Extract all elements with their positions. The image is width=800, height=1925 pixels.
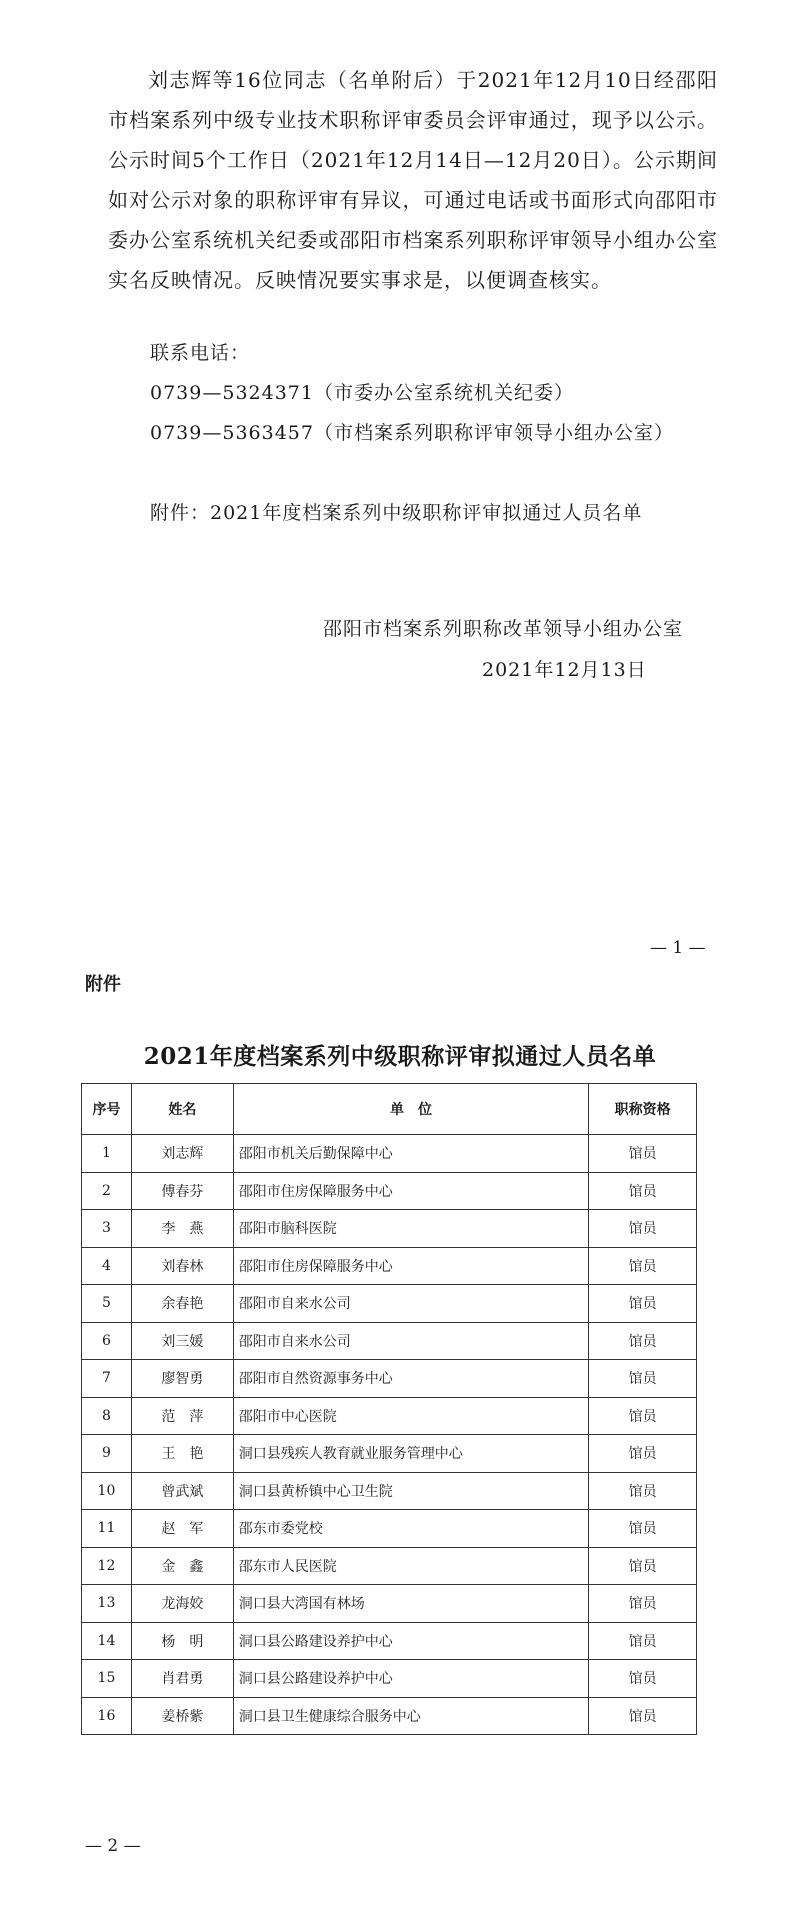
row-unit-cell: 邵阳市中心医院 [233, 1397, 588, 1435]
row-unit-cell: 邵东市人民医院 [233, 1547, 588, 1585]
header-name: 姓名 [131, 1084, 233, 1135]
table-row [82, 1472, 697, 1510]
contact-phone-2: 0739—5363457（市档案系列职称评审领导小组办公室） [150, 422, 674, 444]
row-name-cell: 杨 明 [131, 1622, 233, 1660]
issuer-name: 邵阳市档案系列职称改革领导小组办公室 [323, 618, 684, 640]
row-unit-cell: 邵阳市住房保障服务中心 [233, 1247, 588, 1285]
row-qualification-cell: 馆员 [589, 1172, 697, 1210]
row-name-cell: 廖智勇 [131, 1360, 233, 1398]
attachment-heading: 附件 [85, 974, 121, 995]
table-row [82, 1247, 697, 1285]
row-number-cell: 2 [82, 1172, 132, 1210]
table-row [82, 1360, 697, 1398]
row-number-cell: 12 [82, 1547, 132, 1585]
row-name-cell: 肖君勇 [131, 1660, 233, 1698]
table-body [82, 1135, 697, 1735]
row-unit-cell: 邵阳市自来水公司 [233, 1285, 588, 1323]
issue-date: 2021年12月13日 [482, 659, 647, 681]
row-number-cell: 11 [82, 1510, 132, 1548]
row-name-cell: 刘志辉 [131, 1135, 233, 1173]
contact-phone-1: 0739—5324371（市委办公室系统机关纪委） [150, 382, 574, 404]
row-qualification-cell: 馆员 [589, 1397, 697, 1435]
row-qualification-cell: 馆员 [589, 1360, 697, 1398]
row-unit-cell: 洞口县黄桥镇中心卫生院 [233, 1472, 588, 1510]
list-title: 2021年度档案系列中级职称评审拟通过人员名单 [143, 1043, 657, 1070]
row-qualification-cell: 馆员 [589, 1510, 697, 1548]
table-row [82, 1285, 697, 1323]
table-row [82, 1660, 697, 1698]
table-row [82, 1510, 697, 1548]
header-qualification: 职称资格 [589, 1084, 697, 1135]
contact-label: 联系电话： [150, 342, 251, 364]
row-name-cell: 范 萍 [131, 1397, 233, 1435]
table-row [82, 1435, 697, 1473]
row-name-cell: 王 艳 [131, 1435, 233, 1473]
row-number-cell: 16 [82, 1697, 132, 1735]
table-header-row [82, 1084, 697, 1135]
row-qualification-cell: 馆员 [589, 1660, 697, 1698]
table-row [82, 1697, 697, 1735]
row-qualification-cell: 馆员 [589, 1472, 697, 1510]
attachment-note: 附件：2021年度档案系列中级职称评审拟通过人员名单 [150, 502, 643, 524]
row-name-cell: 曾武斌 [131, 1472, 233, 1510]
row-name-cell: 金 鑫 [131, 1547, 233, 1585]
row-qualification-cell: 馆员 [589, 1135, 697, 1173]
row-qualification-cell: 馆员 [589, 1622, 697, 1660]
header-unit: 单 位 [233, 1084, 588, 1135]
row-name-cell: 赵 军 [131, 1510, 233, 1548]
row-qualification-cell: 馆员 [589, 1322, 697, 1360]
personnel-table [81, 1083, 697, 1735]
row-unit-cell: 洞口县公路建设养护中心 [233, 1622, 588, 1660]
announcement-paragraph: 刘志辉等16位同志（名单附后）于2021年12月10日经邵阳市档案系列中级专业技术职称评审委员会评审通过，现予以公示。公示时间5个工作日（2021年12月14日—12月20日）。公示期间如对公示对象的职称评审有异议，可通过电话或书面形式向邵阳市委办公室系统机关纪委或邵阳市档案系列职称评审领导小组办公室实名反映情况。反映情况要实事求是，以便调查核实。 [108, 68, 718, 292]
page-number-2: — 2 — [85, 1836, 141, 1856]
row-number-cell: 10 [82, 1472, 132, 1510]
table-row [82, 1172, 697, 1210]
row-name-cell: 刘三媛 [131, 1322, 233, 1360]
row-unit-cell: 洞口县卫生健康综合服务中心 [233, 1697, 588, 1735]
row-unit-cell: 洞口县大湾国有林场 [233, 1585, 588, 1623]
row-name-cell: 姜桥紫 [131, 1697, 233, 1735]
table-row [82, 1397, 697, 1435]
header-number: 序号 [82, 1084, 132, 1135]
row-number-cell: 9 [82, 1435, 132, 1473]
row-qualification-cell: 馆员 [589, 1247, 697, 1285]
row-unit-cell: 邵阳市脑科医院 [233, 1210, 588, 1248]
row-number-cell: 6 [82, 1322, 132, 1360]
row-name-cell: 刘春林 [131, 1247, 233, 1285]
row-unit-cell: 邵阳市自然资源事务中心 [233, 1360, 588, 1398]
row-name-cell: 李 燕 [131, 1210, 233, 1248]
table-row [82, 1622, 697, 1660]
row-number-cell: 3 [82, 1210, 132, 1248]
row-qualification-cell: 馆员 [589, 1285, 697, 1323]
row-unit-cell: 邵阳市自来水公司 [233, 1322, 588, 1360]
row-qualification-cell: 馆员 [589, 1697, 697, 1735]
row-number-cell: 14 [82, 1622, 132, 1660]
row-qualification-cell: 馆员 [589, 1435, 697, 1473]
row-unit-cell: 邵东市委党校 [233, 1510, 588, 1548]
table-row [82, 1585, 697, 1623]
row-qualification-cell: 馆员 [589, 1547, 697, 1585]
table-row [82, 1135, 697, 1173]
row-unit-cell: 邵阳市住房保障服务中心 [233, 1172, 588, 1210]
table-row [82, 1547, 697, 1585]
page-number-1: — 1 — [650, 938, 706, 958]
row-number-cell: 8 [82, 1397, 132, 1435]
row-unit-cell: 邵阳市机关后勤保障中心 [233, 1135, 588, 1173]
row-qualification-cell: 馆员 [589, 1210, 697, 1248]
table-row [82, 1322, 697, 1360]
row-name-cell: 龙海姣 [131, 1585, 233, 1623]
row-name-cell: 傅春芬 [131, 1172, 233, 1210]
row-number-cell: 1 [82, 1135, 132, 1173]
row-number-cell: 4 [82, 1247, 132, 1285]
row-unit-cell: 洞口县公路建设养护中心 [233, 1660, 588, 1698]
table-row [82, 1210, 697, 1248]
row-unit-cell: 洞口县残疾人教育就业服务管理中心 [233, 1435, 588, 1473]
row-name-cell: 余春艳 [131, 1285, 233, 1323]
row-number-cell: 13 [82, 1585, 132, 1623]
row-qualification-cell: 馆员 [589, 1585, 697, 1623]
row-number-cell: 15 [82, 1660, 132, 1698]
row-number-cell: 7 [82, 1360, 132, 1398]
row-number-cell: 5 [82, 1285, 132, 1323]
